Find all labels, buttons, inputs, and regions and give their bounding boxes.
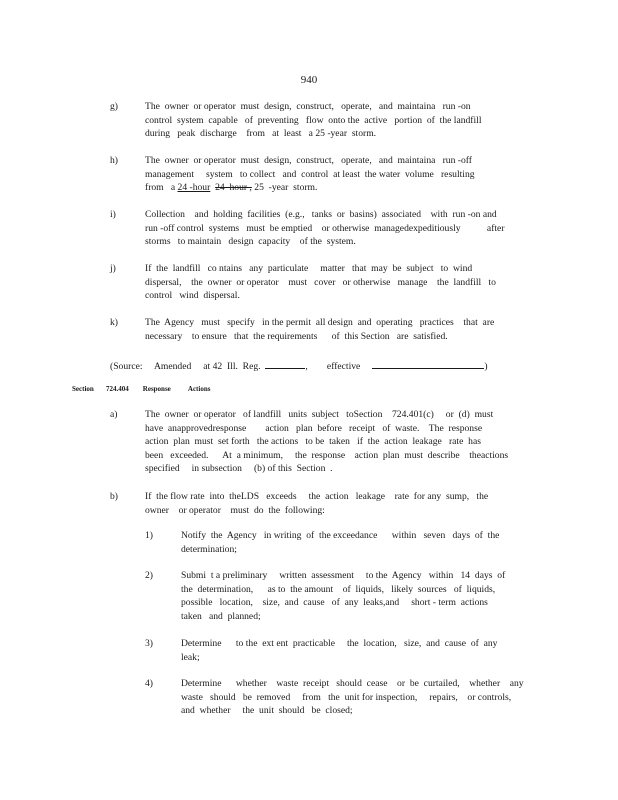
paragraph-line: necessary to ensure that the requirements of this Section are satisfied. (145, 330, 448, 342)
paragraph-label: h) (110, 155, 118, 166)
paragraph-line: and whether the unit should be closed; (181, 705, 353, 716)
paragraph-line: If the flow rate into theLDS exceeds the action leakage rate for any sump, the (145, 491, 489, 502)
subparagraph-label: 2) (145, 570, 153, 581)
paragraph-line: Determine to the ext ent practicable the location, size, and cause of any (181, 638, 498, 649)
paragraph-line: the determination, as to the amount of liquids, likely sources of liquids, (181, 583, 496, 595)
source-note (110, 358, 488, 372)
register-blank (265, 358, 305, 369)
subparagraph-label: 1) (145, 530, 153, 541)
paragraph-line: Collection and holding facilities (e.g., tanks or basins) associated with run -on and (145, 209, 497, 220)
paragraph-line: The owner or operator of landfill units subject toSection 724.401(c) or (d) must (145, 409, 494, 420)
paragraph-line: run -off control systems must be emptied or otherwise managedexpeditiously after (145, 222, 505, 234)
paragraph-line: been exceeded. At a minimum, the response action plan must describe theactions (145, 449, 509, 461)
paragraph-line-amended (145, 182, 317, 194)
paragraph-line: action plan must set forth the actions to be taken if the action leakage rate has (145, 436, 481, 447)
paragraph-label: b) (110, 491, 118, 502)
source-suffix: ) (484, 361, 488, 372)
text-run: 25 -year storm. (251, 182, 318, 193)
paragraph-line: have anapprovedresponse action plan before receipt of waste. The response (145, 422, 483, 434)
paragraph-label: g) (110, 101, 118, 112)
paragraph-line: storms to maintain design capacity of the system. (145, 236, 356, 247)
paragraph-label: i) (110, 209, 116, 220)
text-run: from a (145, 182, 178, 193)
paragraph-line: taken and planned; (181, 610, 261, 622)
section-heading: Section 724.404 Response Actions (72, 385, 211, 393)
paragraph-line: control system capable of preventing flow onto the active portion of the landfill (145, 114, 482, 126)
source-effective: , effective (305, 361, 373, 372)
paragraph-line: specified in subsection (b) of this Section . (145, 463, 333, 474)
paragraph-line: determination; (181, 543, 237, 555)
paragraph-line: The owner or operator must design, construct, operate, and maintaina run -off (145, 155, 472, 166)
paragraph-line: dispersal, the owner or operator must cover or otherwise manage the landfill to (145, 276, 496, 288)
subparagraph-label: 3) (145, 638, 153, 649)
subparagraph-label: 4) (145, 678, 153, 689)
paragraph-line: The Agency must specify in the permit all design and operating practices that are (145, 317, 495, 328)
paragraph-line: control wind dispersal. (145, 290, 240, 301)
paragraph-line: during peak discharge from at least a 25 -year storm. (145, 128, 377, 139)
paragraph-label: k) (110, 317, 118, 328)
paragraph-line: Submi t a preliminary written assessment to the Agency within 14 days of (181, 570, 506, 581)
paragraph-line: leak; (181, 651, 200, 663)
deleted-text: 24 hour , (215, 182, 252, 193)
paragraph-line: If the landfill co ntains any particulate matter that may be subject to wind (145, 263, 473, 274)
paragraph-line: Notify the Agency in writing of the exceedance within seven days of the (181, 530, 500, 541)
paragraph-line: management system to collect and control at least the water volume resulting (145, 168, 475, 180)
source-prefix: (Source: Amended at 42 Ill. Reg. (110, 361, 266, 372)
paragraph-line: owner or operator must do the following: (145, 504, 325, 516)
paragraph-label: j) (110, 263, 116, 274)
paragraph-line: The owner or operator must design, construct, operate, and maintaina run -on (145, 101, 471, 112)
page-number: 940 (300, 74, 318, 86)
inserted-text: 24 -hour (177, 182, 211, 193)
paragraph-label: a) (110, 409, 118, 420)
paragraph-line: possible location, size, and cause of any leaks,and short - term actions (181, 597, 488, 608)
paragraph-line: waste should be removed from the unit for inspection, repairs, or controls, (181, 691, 512, 703)
paragraph-line: Determine whether waste receipt should cease or be curtailed, whether any (181, 678, 524, 689)
effective-date-blank (372, 358, 484, 369)
